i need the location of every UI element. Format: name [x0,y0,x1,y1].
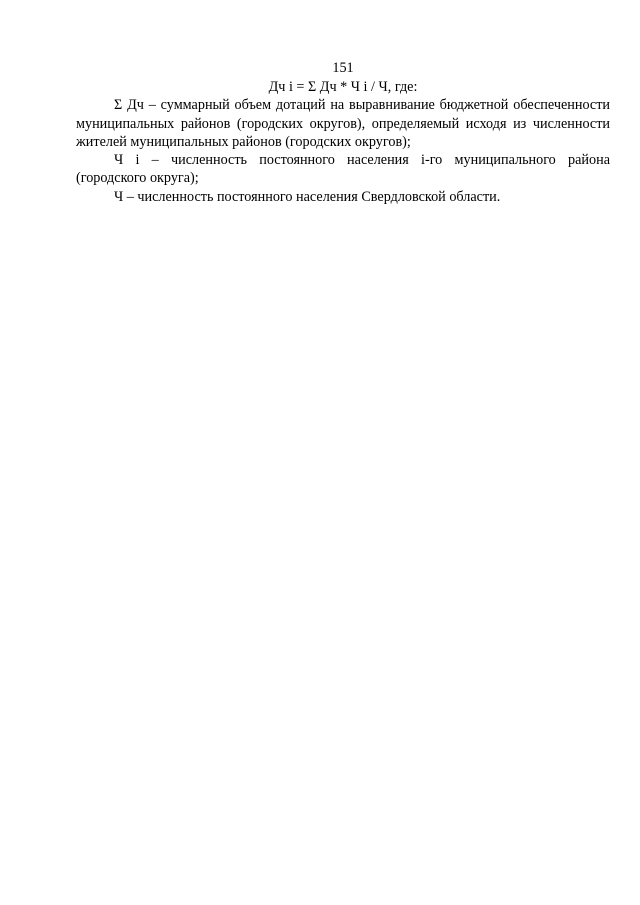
definition-population-total: Ч – численность постоянного населения Свердловской области. [114,188,501,205]
definition-population-i: Ч i – численность постоянного населения i-го муниципального района (городского округа); [76,152,610,187]
page-number: 151 [332,60,354,76]
formula-line: Дч i = Σ Дч * Ч i / Ч, где: [268,79,418,95]
document-page [76,58,610,206]
definition-sum-dotations: Σ Дч – суммарный объем дотаций на выравнивание бюджетной обеспеченности муниципальных районов (городских округов), определяемый исходя из численности жителей муниципальных районов (городских округов); [76,97,610,150]
